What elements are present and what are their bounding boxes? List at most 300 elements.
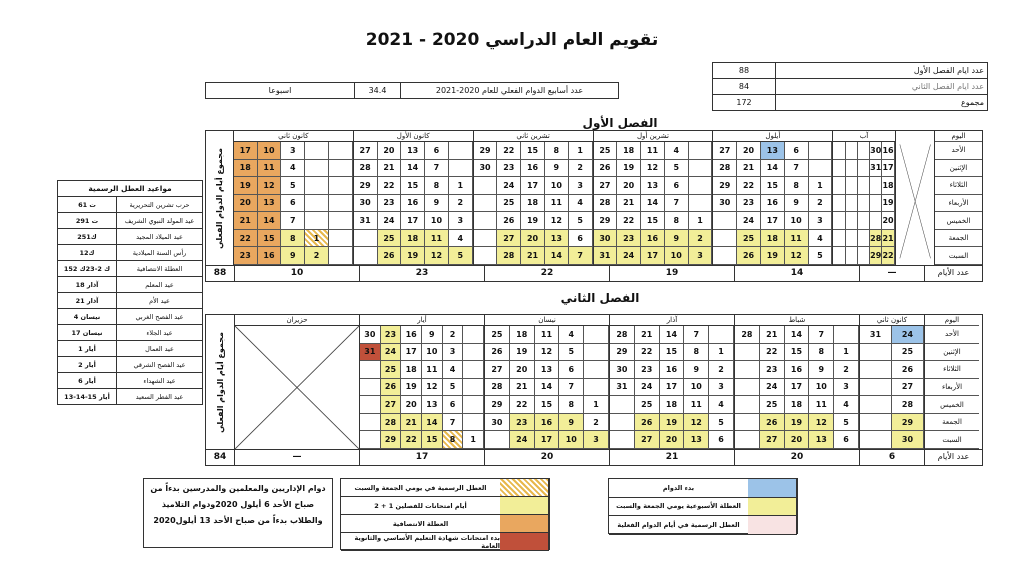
sem1-day-cell: 24: [617, 247, 641, 265]
sem2-day-cell: 8: [443, 431, 464, 449]
sem2-day-cell: 31: [360, 344, 381, 362]
sem2-month-name: كانون ثاني: [860, 315, 924, 326]
sem1-total-value: 23: [359, 266, 484, 281]
sem1-day-cell: [846, 195, 858, 213]
sem2-day-cell: 22: [635, 344, 660, 362]
sem2-day-cell: [463, 396, 484, 414]
sem1-day-cell: 25: [594, 142, 618, 160]
sem2-day-cell: [610, 431, 635, 449]
sem1-day-cell: 3: [569, 177, 593, 195]
sem1-day-cell: 21: [617, 195, 641, 213]
sem1-day-cell: [870, 177, 882, 195]
sem1-day-cell: 13: [641, 177, 665, 195]
sem2-day-cell: 18: [660, 396, 685, 414]
holiday-name: عيد الأم: [117, 293, 203, 309]
holiday-date: 1ك2: [58, 245, 117, 261]
sem1-day-cell: 16: [761, 195, 785, 213]
sem2-day-cell: 11: [684, 396, 709, 414]
sem1-sum-label: [206, 131, 233, 265]
sem1-day-cell: 30: [713, 195, 737, 213]
sem1-day-cell: 9: [785, 195, 809, 213]
sem1-day-cell: 20: [737, 142, 761, 160]
sem2-day-cell: 20: [401, 396, 422, 414]
holiday-row: [58, 373, 203, 389]
holiday-date: 25ك1: [58, 229, 117, 245]
sem2-sum-text: مجموع أيام الدوام الفعلي: [215, 331, 225, 433]
holiday-row: [58, 229, 203, 245]
sem1-day-cell: 31: [870, 160, 882, 178]
holiday-date: 17 نيسان: [58, 325, 117, 341]
sem1-day-name: الإثنين: [935, 160, 982, 178]
sem2-day-cell: 16: [535, 414, 560, 432]
sem1-day-cell: 4: [665, 142, 689, 160]
sem1-month-grid: [594, 142, 713, 265]
sem2-month-grid: [735, 326, 859, 449]
sem2-day-cell: 24: [760, 379, 785, 397]
sem1-day-cell: 31: [354, 212, 378, 230]
sem1-day-cell: 16: [882, 142, 894, 160]
sem2-day-cell: 20: [510, 361, 535, 379]
holiday-date: 21 آذار: [58, 293, 117, 309]
sem1-day-cell: 29: [354, 177, 378, 195]
sem1-day-cell: 8: [785, 177, 809, 195]
sem2-day-cell: 19: [785, 414, 810, 432]
sem1-month-name: كانون ثاني: [234, 131, 353, 142]
sem1-day-cell: [689, 160, 713, 178]
legend-swatch: [500, 497, 549, 514]
sem1-title: الفصل الأول: [582, 116, 658, 130]
sem1-month: [712, 131, 832, 265]
sem1-day-cell: [846, 142, 858, 160]
sem1-day-cell: 30: [354, 195, 378, 213]
sem1-day-cell: 1: [689, 212, 713, 230]
sem1-day-cell: 11: [641, 142, 665, 160]
sum-value: 172: [713, 95, 776, 111]
sem2-day-cell: 19: [401, 379, 422, 397]
sem2-total-value: 6: [859, 450, 924, 465]
sem1-day-cell: 30: [594, 230, 618, 248]
sem2-day-cell: 17: [535, 431, 560, 449]
holiday-row: [58, 277, 203, 293]
sem2-day-cell: [735, 361, 760, 379]
sem2-total-value: 20: [734, 450, 859, 465]
sem2-day-cell: 4: [709, 396, 734, 414]
sem1-day-cell: 22: [378, 177, 402, 195]
sem2-day-name: الثلاثاء: [925, 361, 979, 379]
sem1-day-cell: 21: [234, 212, 258, 230]
sem2-day-cell: 5: [834, 414, 859, 432]
sem2-day-cell: 1: [584, 396, 609, 414]
sem1-day-name: السبت: [935, 247, 982, 265]
sem2-day-cell: 13: [535, 361, 560, 379]
sem1-day-cell: 22: [497, 142, 521, 160]
sem1-day-cell: 9: [665, 230, 689, 248]
sem1-day-cell: [809, 160, 833, 178]
sem2-month: [359, 315, 484, 449]
sem2-day-cell: [360, 431, 381, 449]
sem2-day-cell: 1: [834, 344, 859, 362]
holiday-row: [58, 357, 203, 373]
sem1-day-cell: [474, 195, 498, 213]
sem2-day-cell: 14: [535, 379, 560, 397]
sem1-day-cell: 5: [449, 247, 473, 265]
sem2-day-cell: [735, 379, 760, 397]
sem2-day-cell: 28: [381, 414, 402, 432]
sem1-day-cell: 23: [617, 230, 641, 248]
sem1-month: [233, 131, 353, 265]
sem1-day-cell: 24: [378, 212, 402, 230]
holiday-date: 4 نيسان: [58, 309, 117, 325]
sem1-day-cell: 21: [882, 230, 894, 248]
legend-label: العطلة الانتصافية: [392, 519, 449, 528]
sem2-day-cell: 24: [381, 344, 402, 362]
legend-middle: [340, 478, 550, 550]
sem1-day-cell: [858, 142, 870, 160]
sem1-day-cell: 23: [497, 160, 521, 178]
sem1-day-cell: 10: [545, 177, 569, 195]
weeks-label: عدد أسابيع الدوام الفعلي للعام 2020-2021: [400, 83, 618, 98]
sem1-day-cell: 18: [761, 230, 785, 248]
sem1-day-cell: 2: [809, 195, 833, 213]
sem1-month-grid: [474, 142, 593, 265]
sem1-day-cell: 26: [378, 247, 402, 265]
holiday-date: 18 آذار: [58, 277, 117, 293]
sem2-day-cell: 25: [485, 326, 510, 344]
sem2-day-cell: 17: [785, 379, 810, 397]
legend-row: [609, 498, 797, 517]
sem1-day-cell: [858, 230, 870, 248]
sem1-day-cell: [858, 247, 870, 265]
sem1-day-cell: 7: [785, 160, 809, 178]
sem1-calendar: [205, 130, 983, 266]
sem1-day-cell: [354, 230, 378, 248]
sem1-day-cell: 3: [281, 142, 305, 160]
sem2-day-cell: 6: [559, 361, 584, 379]
sem1-day-cell: 26: [594, 160, 618, 178]
sem1-day-cell: 15: [641, 212, 665, 230]
sem1-day-cell: 21: [521, 247, 545, 265]
holiday-date: 1 أيار: [58, 341, 117, 357]
sem2-month-grid: [360, 326, 484, 449]
sem1-day-cell: [689, 142, 713, 160]
sem1-day-cell: 7: [425, 160, 449, 178]
sem1-day-cell: [846, 177, 858, 195]
sem1-day-cell: 21: [378, 160, 402, 178]
legend-row: [341, 497, 549, 515]
sem1-day-cell: 13: [258, 195, 282, 213]
sem1-total-value: 14: [734, 266, 859, 281]
sem1-day-cell: 11: [545, 195, 569, 213]
sem1-day-cell: 21: [737, 160, 761, 178]
sem1-days-header: اليوم: [935, 131, 982, 142]
sem1-day-cell: 12: [641, 160, 665, 178]
holiday-row: [58, 213, 203, 229]
legend-label: أيام امتحانات للفصلين 1 + 2: [374, 501, 467, 510]
sem1-day-cell: 8: [665, 212, 689, 230]
holiday-name: رأس السنة الميلادية: [117, 245, 203, 261]
sem2-empty-month: [235, 326, 359, 449]
sem1-month-grid: [234, 142, 353, 265]
sem2-day-cell: 11: [422, 361, 443, 379]
sem1-day-cell: 16: [521, 160, 545, 178]
sem2-day-cell: 24: [892, 326, 924, 344]
sem2-day-cell: 18: [401, 361, 422, 379]
sem2-day-cell: 30: [485, 414, 510, 432]
sem1-day-cell: 6: [785, 142, 809, 160]
sem1-day-cell: 9: [281, 247, 305, 265]
sum-value: 84: [713, 79, 776, 95]
sem1-day-cell: 27: [497, 230, 521, 248]
sem1-day-cell: 8: [545, 142, 569, 160]
sem2-day-cell: 10: [809, 379, 834, 397]
sem1-day-cell: 3: [449, 212, 473, 230]
sem2-day-cell: 31: [610, 379, 635, 397]
sem2-totals: [205, 450, 983, 466]
legend-label: العطلة الأسبوعية يومي الجمعة والسبت: [616, 502, 741, 511]
sem1-day-cell: 12: [545, 212, 569, 230]
sem1-day-cell: [305, 177, 329, 195]
sem1-day-cell: 19: [761, 247, 785, 265]
sem2-day-cell: 20: [785, 431, 810, 449]
sem2-day-cell: 5: [559, 344, 584, 362]
sem1-day-cell: [809, 142, 833, 160]
sem1-day-cell: 4: [569, 195, 593, 213]
sem1-day-cell: 18: [521, 195, 545, 213]
sem2-day-cell: [463, 326, 484, 344]
sem2-day-cell: 6: [443, 396, 464, 414]
sum-label: مجموع: [776, 95, 988, 111]
sem2-day-cell: 10: [684, 379, 709, 397]
sem1-day-cell: 25: [737, 230, 761, 248]
sem2-month-grid: [860, 326, 924, 449]
sem1-day-cell: 10: [665, 247, 689, 265]
sem2-day-cell: 9: [559, 414, 584, 432]
sem1-day-cell: 25: [378, 230, 402, 248]
sem2-day-cell: 30: [610, 361, 635, 379]
sem1-day-cell: [329, 195, 353, 213]
holiday-name: عيد المولد النبوي الشريف: [117, 213, 203, 229]
summary-table: [712, 62, 988, 111]
legend-right: [608, 478, 798, 534]
sem2-day-cell: 13: [684, 431, 709, 449]
sem2-day-cell: 22: [401, 431, 422, 449]
sem1-day-cell: 12: [425, 247, 449, 265]
sem2-day-cell: 7: [809, 326, 834, 344]
sem2-day-cell: 27: [485, 361, 510, 379]
sem1-day-cell: [305, 142, 329, 160]
sem2-day-cell: 17: [401, 344, 422, 362]
sem2-day-cell: 15: [422, 431, 443, 449]
holiday-date: 6 أيار: [58, 373, 117, 389]
legend-swatch: [748, 479, 797, 497]
sem2-day-cell: 23: [635, 361, 660, 379]
sem1-month-grid: [833, 142, 894, 265]
holiday-name: عيد الميلاد المجيد: [117, 229, 203, 245]
sem2-month: [734, 315, 859, 449]
sem1-day-cell: 3: [689, 247, 713, 265]
sem1-month: [593, 131, 713, 265]
legend-label: بدء الدوام: [662, 483, 695, 492]
sem2-day-cell: 5: [709, 414, 734, 432]
sem2-day-cell: [463, 344, 484, 362]
weeks-value: 34.4: [354, 83, 400, 98]
sem2-day-cell: [709, 326, 734, 344]
sem1-day-cell: 13: [761, 142, 785, 160]
sem1-day-cell: 10: [425, 212, 449, 230]
sem2-total-sum: 84: [213, 452, 227, 462]
sem1-day-cell: [713, 247, 737, 265]
legend-swatch: [748, 516, 797, 534]
sem1-day-cell: [713, 230, 737, 248]
legend-label: العطل الرسمية في يومي الجمعة والسبت: [354, 483, 487, 492]
sem2-day-cell: 24: [510, 431, 535, 449]
sem1-day-cell: 18: [617, 142, 641, 160]
sem1-day-cell: 5: [809, 247, 833, 265]
sem2-day-cell: 28: [892, 396, 924, 414]
sem2-day-cell: [584, 379, 609, 397]
sem2-day-cell: 11: [809, 396, 834, 414]
notice-box: دوام الإداريين والمعلمين والمدرسين بدءاً من صباح الأحد 6 أيلول 2020ودوام التلاميذ والطلاب بدءاً من صباح الأحد 13 أيلول2020: [143, 478, 333, 548]
sem1-day-cell: [846, 247, 858, 265]
sem2-day-cell: 7: [443, 414, 464, 432]
holiday-date: 13-14-15 أيار: [58, 389, 117, 405]
sem2-day-cell: 2: [709, 361, 734, 379]
sem1-day-cell: [870, 212, 882, 230]
sem2-day-cell: 8: [809, 344, 834, 362]
holiday-name: عيد الفطر السعيد: [117, 389, 203, 405]
holiday-row: [58, 325, 203, 341]
legend-label: العطل الرسمية في أيام الدوام الفعلية: [617, 521, 740, 530]
holiday-row: [58, 389, 203, 405]
sem1-day-cell: [833, 142, 845, 160]
sem1-day-cell: [833, 177, 845, 195]
sem2-day-cell: 6: [709, 431, 734, 449]
sem1-day-cell: 6: [425, 142, 449, 160]
sem1-day-cell: 23: [234, 247, 258, 265]
holiday-name: عيد المعلم: [117, 277, 203, 293]
sem2-day-cell: 2: [584, 414, 609, 432]
sem1-day-cell: 15: [761, 177, 785, 195]
sem2-day-cell: [860, 344, 892, 362]
sem1-day-cell: 26: [497, 212, 521, 230]
sem2-month-grid: [485, 326, 609, 449]
holiday-row: [58, 309, 203, 325]
sem2-day-cell: 15: [535, 396, 560, 414]
sem1-day-cell: 17: [641, 247, 665, 265]
sem1-day-cell: [833, 230, 845, 248]
sem1-day-cell: [833, 195, 845, 213]
legend-swatch: [500, 515, 549, 532]
sem1-day-cell: 30: [474, 160, 498, 178]
sem2-month-name: حزيران: [235, 315, 359, 326]
sem1-day-cell: 2: [305, 247, 329, 265]
sem1-day-cell: [329, 142, 353, 160]
sem1-day-cell: [833, 160, 845, 178]
sem1-day-cell: 16: [401, 195, 425, 213]
sem2-day-cell: 23: [760, 361, 785, 379]
sem1-day-cell: 29: [474, 142, 498, 160]
sem1-month-grid: [354, 142, 473, 265]
sem2-day-cell: 19: [510, 344, 535, 362]
sem2-month-name: نيسان: [485, 315, 609, 326]
sem2-day-cell: 9: [809, 361, 834, 379]
sem2-day-cell: 6: [834, 431, 859, 449]
sem2-day-cell: [584, 361, 609, 379]
sem1-total-value: 19: [609, 266, 734, 281]
sem1-day-cell: 4: [809, 230, 833, 248]
sem1-day-cell: 17: [234, 142, 258, 160]
sem1-day-cell: [305, 160, 329, 178]
sem1-day-cell: 24: [497, 177, 521, 195]
sem1-day-cell: 18: [882, 177, 894, 195]
sem1-day-cell: 8: [281, 230, 305, 248]
sem2-day-cell: 19: [660, 414, 685, 432]
sem2-month: [609, 315, 734, 449]
sem2-day-cell: [584, 326, 609, 344]
sem1-day-cell: 15: [521, 142, 545, 160]
sem1-day-cell: 2: [689, 230, 713, 248]
sem1-day-cell: 8: [425, 177, 449, 195]
sem1-day-cell: 23: [378, 195, 402, 213]
sem2-day-cell: [463, 379, 484, 397]
sem2-day-name: السبت: [925, 431, 979, 449]
holiday-name: عيد العمال: [117, 341, 203, 357]
sem1-day-cell: 11: [425, 230, 449, 248]
sem2-day-cell: 12: [809, 414, 834, 432]
sem1-day-cell: 28: [594, 195, 618, 213]
sem1-total-value: —: [859, 266, 924, 281]
sum-label: عدد ايام الفصل الأول: [776, 63, 988, 79]
sem1-month-name: أيلول: [713, 131, 832, 142]
sem1-day-cell: [474, 212, 498, 230]
sem2-day-cell: [360, 414, 381, 432]
sem2-day-cell: 26: [485, 344, 510, 362]
sem2-month-grid: [610, 326, 734, 449]
sem1-day-cell: 14: [401, 160, 425, 178]
sem1-day-cell: 22: [234, 230, 258, 248]
sem2-day-cell: 25: [381, 361, 402, 379]
sem1-total-label: عدد الأيام: [924, 266, 982, 281]
sem1-totals: [205, 266, 983, 282]
holiday-name: عيد الشهداء: [117, 373, 203, 389]
sem2-total-value: 21: [609, 450, 734, 465]
sem2-days-col: [924, 315, 979, 449]
sem1-day-cell: 19: [882, 195, 894, 213]
sem1-month-name: تشرين أول: [594, 131, 713, 142]
sem1-sum-text: مجموع أيام الدوام الفعلي: [214, 147, 224, 249]
sem1-day-cell: 4: [449, 230, 473, 248]
sem2-month-name: أيار: [360, 315, 484, 326]
sem1-day-cell: [305, 212, 329, 230]
sem1-day-cell: 7: [665, 195, 689, 213]
sem2-day-cell: 1: [709, 344, 734, 362]
sem1-day-cell: 25: [497, 195, 521, 213]
sem1-day-cell: 3: [809, 212, 833, 230]
sem1-day-name: الثلاثاء: [935, 177, 982, 195]
sem2-day-cell: 17: [660, 379, 685, 397]
sem1-day-cell: 9: [425, 195, 449, 213]
sem1-day-cell: 20: [234, 195, 258, 213]
sem1-day-cell: 29: [870, 247, 882, 265]
sem2-day-cell: 9: [422, 326, 443, 344]
legend-row: [341, 533, 549, 551]
sem2-month-name: آذار: [610, 315, 734, 326]
sem2-day-cell: 28: [735, 326, 760, 344]
sem1-total-value: 10: [234, 266, 359, 281]
holiday-name: العطلة الانتصافية: [117, 261, 203, 277]
sem2-day-cell: 30: [892, 431, 924, 449]
sem1-day-cell: 11: [785, 230, 809, 248]
